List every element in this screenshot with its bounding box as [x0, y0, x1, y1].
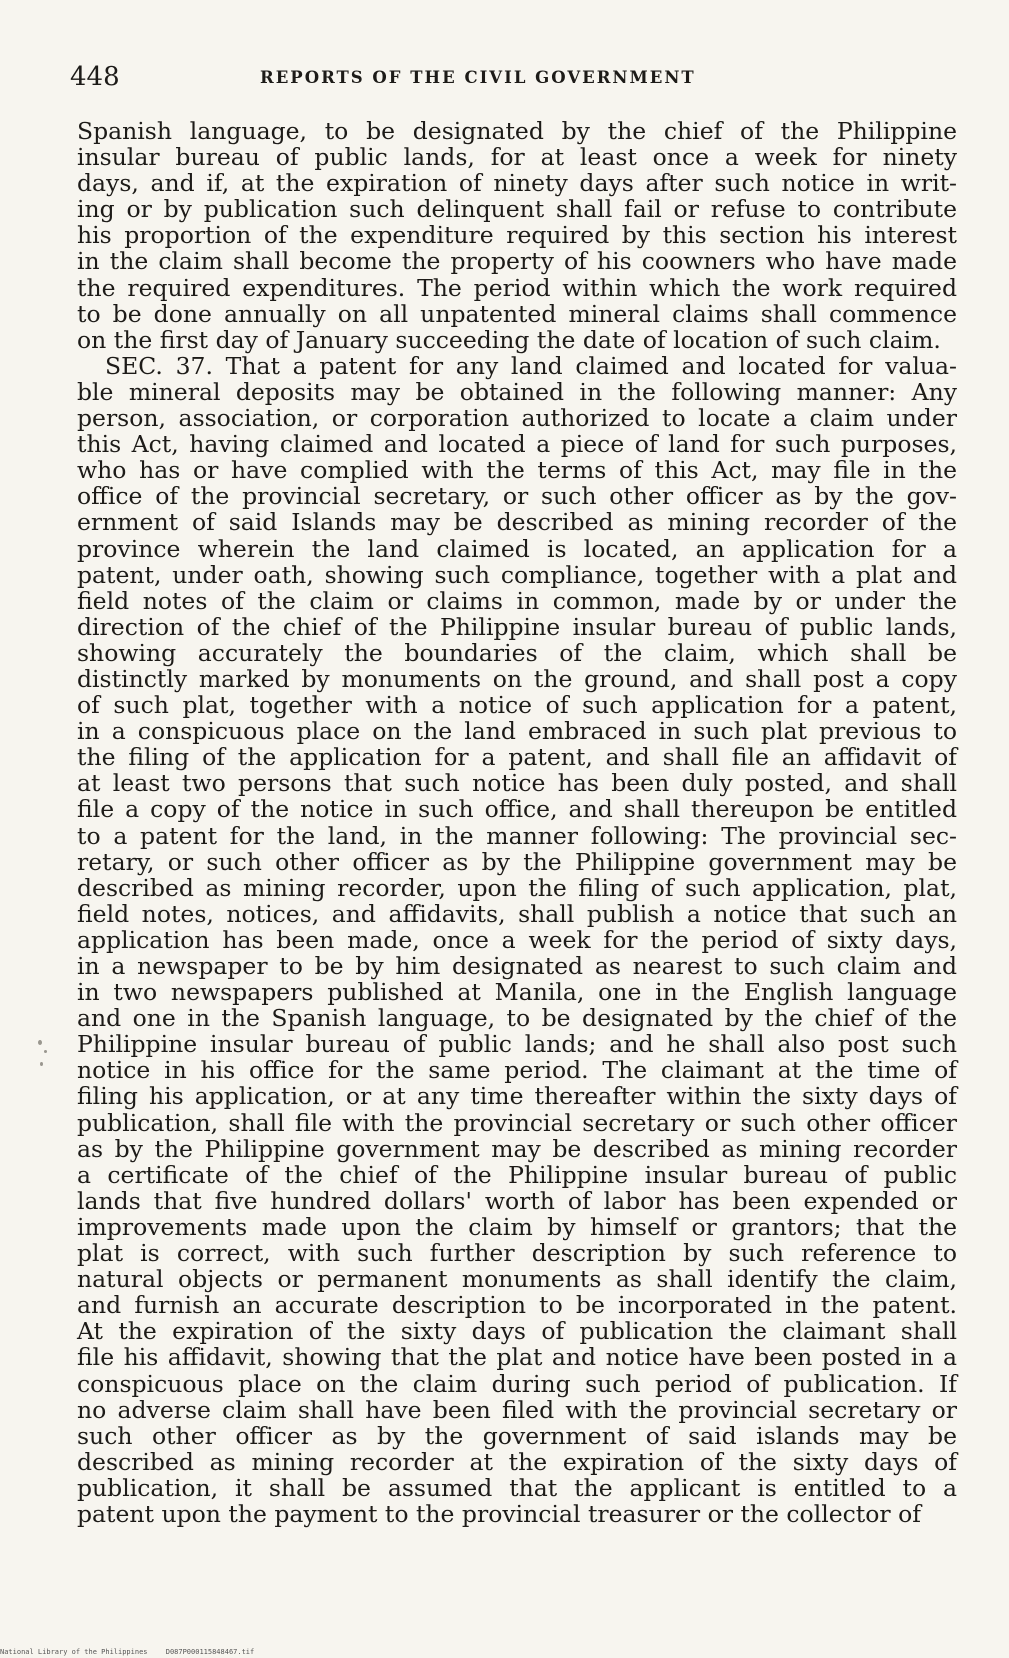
body-line: in a newspaper to be by him designated as nearest to such claim and [77, 952, 957, 980]
body-line: no adverse claim shall have been filed with the provincial secretary or [77, 1395, 957, 1424]
body-line: as by the Philippine government may be described as mining recorder [77, 1134, 957, 1163]
body-line: patent, under oath, showing such compliance, together with a plat and [77, 560, 957, 589]
running-title: REPORTS OF THE CIVIL GOVERNMENT [260, 68, 696, 87]
body-line: distinctly marked by monuments on the ground, and shall post a copy [77, 664, 957, 693]
body-line: retary, or such other officer as by the Philippine government may be [77, 847, 957, 876]
page-number: 448 [70, 62, 120, 92]
body-line: conspicuous place on the claim during such period of publication. If [77, 1369, 957, 1398]
body-line: improvements made upon the claim by himself or grantors; that the [77, 1212, 957, 1241]
body-text [77, 118, 957, 1527]
file-id: D087P000115848467.tif [165, 1648, 255, 1656]
body-line: of such plat, together with a notice of such application for a patent, [77, 691, 957, 720]
body-line: lands that five hundred dollars' worth of labor has been expended or [77, 1186, 957, 1215]
body-line: showing accurately the boundaries of the claim, which shall be [77, 638, 957, 667]
body-line: a certificate of the chief of the Philippine insular bureau of public [77, 1160, 957, 1189]
body-line: publication, it shall be assumed that the applicant is entitled to a [77, 1473, 957, 1502]
body-line: field notes of the claim or claims in common, made by or under the [77, 586, 957, 615]
body-line: the filing of the application for a patent, and shall file an affidavit of [77, 743, 957, 772]
body-line: days, and if, at the expiration of ninety days after such notice in writ- [77, 169, 957, 198]
body-line: in two newspapers published at Manila, one in the English language [77, 978, 957, 1007]
body-line: natural objects or permanent monuments as shall identify the claim, [77, 1265, 957, 1294]
body-line: and one in the Spanish language, to be designated by the chief of the [77, 1004, 957, 1033]
scan-speck [38, 1040, 42, 1045]
body-line: field notes, notices, and affidavits, shall publish a notice that such an [77, 899, 957, 928]
body-line: person, association, or corporation authorized to locate a claim under [77, 404, 957, 433]
library-credit: National Library of the Philippines [0, 1648, 148, 1656]
body-line: insular bureau of public lands, for at least once a week for ninety [77, 143, 957, 172]
body-line: office of the provincial secretary, or such other officer as by the gov- [77, 482, 957, 511]
body-line: his proportion of the expenditure required by this section his interest [77, 221, 957, 250]
body-line: publication, shall file with the provincial secretary or such other officer [77, 1108, 957, 1137]
body-line: to be done annually on all unpatented mineral claims shall commence [77, 299, 957, 328]
body-line: SEC. 37. That a patent for any land claimed and located for valua- [105, 351, 957, 380]
body-line: patent upon the payment to the provincial treasurer or the collector of [77, 1499, 921, 1528]
body-line: described as mining recorder, upon the filing of such application, plat, [77, 873, 957, 902]
body-line: at least two persons that such notice has been duly posted, and shall [77, 769, 957, 798]
body-line: direction of the chief of the Philippine insular bureau of public lands, [77, 612, 957, 641]
body-line: notice in his office for the same period. The claimant at the time of [77, 1056, 957, 1085]
scan-footer [0, 1648, 268, 1656]
scan-speck [44, 1050, 47, 1053]
body-line: At the expiration of the sixty days of publication the claimant shall [77, 1317, 957, 1346]
body-line: application has been made, once a week for the period of sixty days, [77, 925, 957, 954]
body-line: to a patent for the land, in the manner following: The provincial sec- [77, 821, 957, 850]
body-line: plat is correct, with such further description by such reference to [77, 1239, 957, 1268]
body-line: ble mineral deposits may be obtained in the following manner: Any [77, 377, 957, 406]
body-line: file a copy of the notice in such office, and shall thereupon be entitled [77, 795, 957, 824]
body-line: file his affidavit, showing that the plat and notice have been posted in a [77, 1343, 957, 1372]
scan-speck [40, 1062, 43, 1066]
body-line: Spanish language, to be designated by the chief of the Philippine [77, 117, 957, 145]
body-line: ernment of said Islands may be described as mining recorder of the [77, 508, 957, 537]
body-line: Philippine insular bureau of public lands; and he shall also post such [77, 1030, 957, 1059]
body-line: ing or by publication such delinquent shall fail or refuse to contribute [77, 195, 957, 224]
body-line: the required expenditures. The period within which the work required [77, 273, 957, 302]
body-line: in a conspicuous place on the land embraced in such plat previous to [77, 717, 957, 746]
body-line: in the claim shall become the property of his coowners who have made [77, 247, 957, 276]
body-line: this Act, having claimed and located a piece of land for such purposes, [77, 430, 957, 459]
body-line: on the first day of January succeeding the date of location of such claim. [77, 325, 941, 354]
body-line: who has or have complied with the terms of this Act, may file in the [77, 456, 957, 485]
body-line: described as mining recorder at the expiration of the sixty days of [77, 1447, 957, 1476]
page-header [70, 62, 950, 92]
body-line: filing his application, or at any time thereafter within the sixty days of [77, 1082, 957, 1111]
body-line: such other officer as by the government of said islands may be [77, 1421, 957, 1450]
body-line: and furnish an accurate description to be incorporated in the patent. [77, 1291, 957, 1320]
body-line: province wherein the land claimed is located, an application for a [77, 534, 957, 563]
